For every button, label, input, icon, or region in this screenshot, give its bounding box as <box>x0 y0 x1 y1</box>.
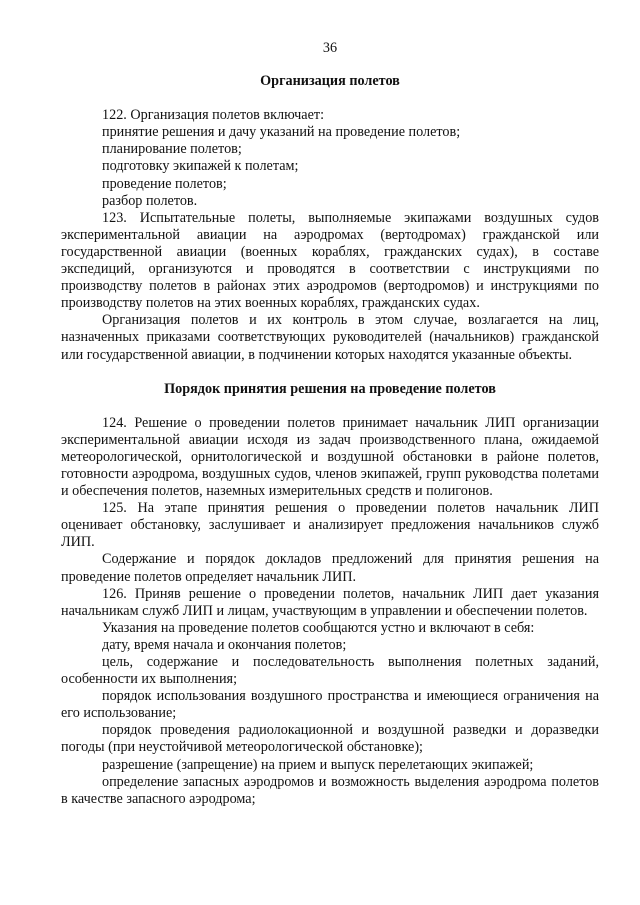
section-heading-decision-procedure: Порядок принятия решения на проведение полетов <box>164 380 496 397</box>
paragraph-control: Организация полетов и их контроль в этом случае, возлагается на лиц, назначенных приказами соответствующих руководителей (начальников) гражданской или государственной авиации, в подчинении которых находятся указанные объекты. <box>61 312 599 363</box>
paragraph-reports: Содержание и порядок докладов предложений для принятия решения на проведение полетов определяет начальник ЛИП. <box>61 551 599 585</box>
paragraph-126: 126. Приняв решение о проведении полетов, начальник ЛИП дает указания начальникам служб ЛИП и лицам, участвующим в управлении и обеспечении полетов. <box>61 585 599 619</box>
paragraph-instructions: Указания на проведение полетов сообщаются устно и включают в себя: <box>102 619 535 636</box>
page-number: 36 <box>322 40 338 56</box>
list-item-permission: разрешение (запрещение) на прием и выпуск перелетающих экипажей; <box>102 756 534 773</box>
list-item-planning: планирование полетов; <box>102 141 242 158</box>
list-item-alternate: определение запасных аэродромов и возможность выделения аэродрома полетов в качестве запасного аэродрома; <box>61 773 599 807</box>
list-item-debrief: разбор полетов. <box>102 192 198 209</box>
list-item-crew-prep: подготовку экипажей к полетам; <box>102 158 299 175</box>
list-item-recon: порядок проведения радиолокационной и воздушной разведки и доразведки погоды (при неустойчивой метеорологической обстановке); <box>61 722 599 756</box>
list-item-conduct: проведение полетов; <box>102 175 227 192</box>
list-item-date-time: дату, время начала и окончания полетов; <box>102 636 347 653</box>
paragraph-125: 125. На этапе принятия решения о проведении полетов начальник ЛИП оценивает обстановку, заслушивает и анализирует предложения начальников служб ЛИП. <box>61 500 599 551</box>
list-item-decision: принятие решения и дачу указаний на проведение полетов; <box>102 124 461 141</box>
list-item-goal: цель, содержание и последовательность выполнения полетных заданий, особенности их выполнения; <box>61 654 599 688</box>
paragraph-124: 124. Решение о проведении полетов принимает начальник ЛИП организации экспериментальной авиации исходя из задач производственного плана, ожидаемой метеорологической, орнитологической и воздушной обстановки в районе полетов, готовности аэродрома, воздушных судов, членов экипажей, групп руководства полетами и обеспечения полетов, наземных измерительных средств и полигонов. <box>61 414 599 500</box>
section-heading-organization: Организация полетов <box>260 73 400 90</box>
paragraph-123: 123. Испытательные полеты, выполняемые экипажами воздушных судов экспериментальной авиации на аэродромах (вертодромах) гражданской или государственной авиации (военных кораблях, гражданских судах), в составе экспедиций, организуются и проводятся в соответствии с инструкциями по производству полетов в районах этих аэродромов (вертодромов) и инструкциями по производству полетов на этих военных кораблях, гражданских судах. <box>61 209 599 312</box>
paragraph-122: 122. Организация полетов включает: <box>102 107 325 124</box>
list-item-airspace: порядок использования воздушного пространства и имеющиеся ограничения на его использование; <box>61 688 599 722</box>
